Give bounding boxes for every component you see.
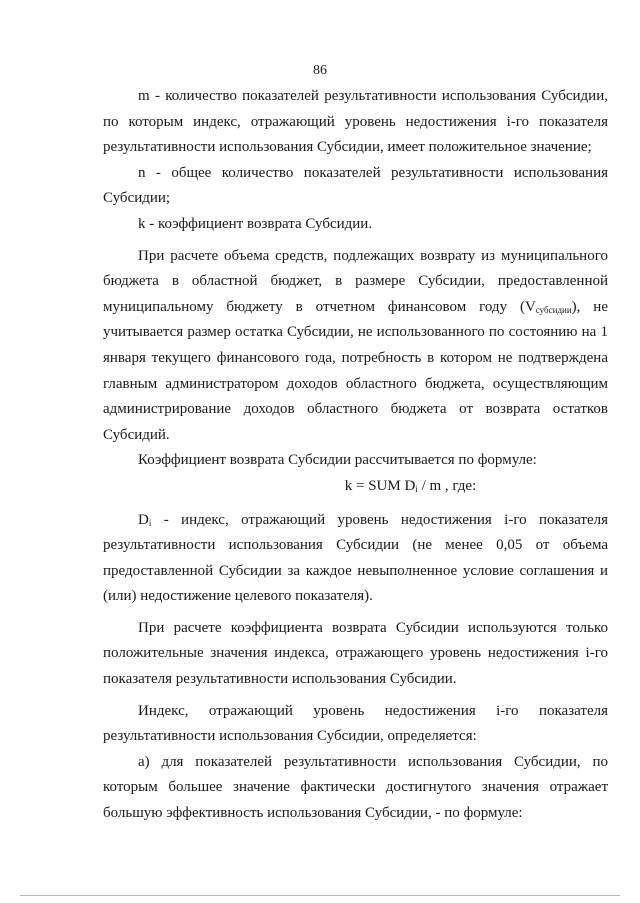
n-definition: n - общее количество показателей результативности использования Субсидии; [103, 164, 608, 207]
formula-end: / m , где: [417, 477, 477, 494]
coefficient-intro: Коэффициент возврата Субсидии рассчитывается по формуле: [138, 452, 537, 469]
index-subscript: i [148, 517, 152, 528]
k-definition: k - коэффициент возврата Субсидии. [138, 215, 373, 232]
subsidy-subscript: субсидии [535, 304, 572, 315]
page-number: 86 [313, 63, 327, 78]
positive-values-paragraph: При расчете коэффициента возврата Субсидии используются только положительные значения индекса, отражающего уровень недостижения i-го показателя результативности использования Субсидии. [103, 619, 608, 688]
index-variable-text: - индекс, отражающий уровень недостижения i-го показателя результативности использования Субсидии (не менее 0,05 от объема предоставленной Субсидии за каждое невыполненное условие соглашения и (или) недостижение целевого показателя). [103, 511, 608, 605]
item-a-paragraph: а) для показателей результативности использования Субсидии, по которым большее значение фактически достигнутого значения отражает большую эффективность использования Субсидии, - по формуле: [103, 753, 608, 822]
m-definition: m - количество показателей результативности использования Субсидии, по которым индекс, отражающий уровень недостижения i-го показателя результативности использования Субсидии, имеет положительное значение; [103, 88, 608, 156]
formula-start: k = SUM D [344, 477, 416, 494]
return-coefficient-formula [103, 474, 608, 500]
formula-subscript: i [415, 483, 418, 494]
calculation-text-end: ), не учитывается размер остатка Субсидии, не использованного по состоянию на 1 января текущего финансового года, потребность в котором не подтверждена главным администратором доходов областного бюджета, осуществляющим администрирование доходов областного бюджета от возврата остатков Субсидий. [103, 298, 608, 443]
index-variable: D [138, 511, 149, 528]
calculation-paragraph [103, 244, 608, 449]
bottom-divider [20, 895, 620, 896]
calculation-text-start: При расчете объема средств, подлежащих возврату из муниципального бюджета в областной бюджет, в размере Субсидии, предоставленной муниципальному бюджету в отчетном финансовом году (V [103, 247, 608, 315]
index-definition-paragraph: Индекс, отражающий уровень недостижения i-го показателя результативности использования Субсидии, определяется: [103, 702, 608, 745]
document-body [103, 84, 608, 827]
index-variable-definition [103, 508, 608, 610]
